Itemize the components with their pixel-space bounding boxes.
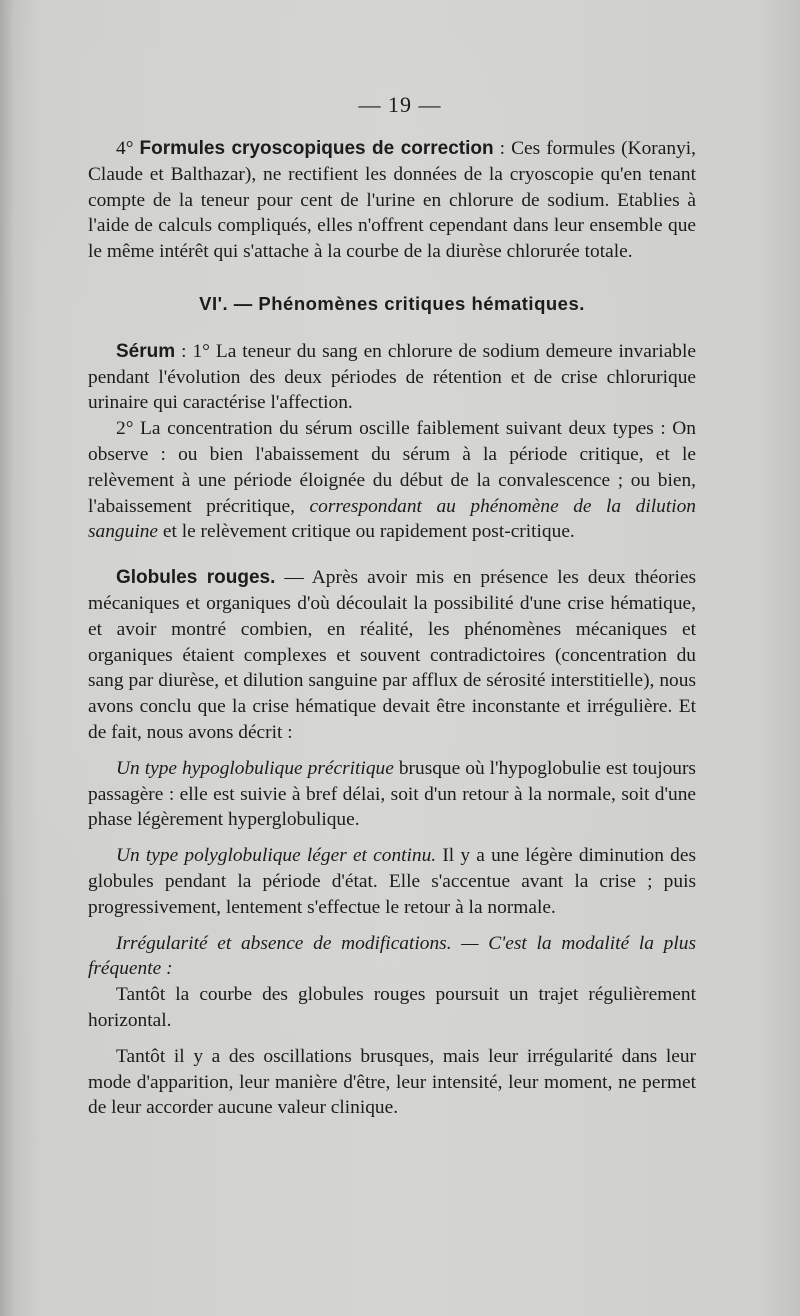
paragraph-type-hypo (88, 756, 696, 833)
type-hypo-text: brusque où l'hypoglobulie est toujours passagère : elle est suivie à bref délai, soit d'un retour à la normale, soit d'une phase légèrement hyperglobulique. (88, 757, 696, 831)
globules-heading: Globules rouges. (116, 567, 276, 589)
serum-text-2a: 2° La concentration du sérum oscille faiblement suivant deux types : On observe : ou bien l'abaissement du sérum à la période critique, et le relèvement à une période éloignée du début de la convalescence ; ou bien, l'abaissement précritique, (88, 418, 696, 517)
paragraph-heading: Formules cryoscopiques de correction (139, 138, 494, 159)
text-column (88, 136, 696, 1121)
type-poly-text: Il y a une légère diminution des globules pendant la période d'état. Elle s'accentue avant la crise ; puis progressivement, lentement s'effectue le retour à la normale. (88, 845, 696, 918)
paragraph-text: : Ces formules (Koranyi, Claude et Balthazar), ne rectifient les données de la cryoscopie qu'en tenant compte de la teneur pour cent de l'urine en chlorure de sodium. Etablies à l'aide de calculs compliqués, elles n'offrent cependant dans leur ensemble que le même intérêt qui s'attache à la courbe de la diurèse chlorurée totale. (88, 138, 696, 263)
paragraph-irregularite (88, 931, 696, 983)
page-number: — 19 — (358, 92, 442, 117)
paragraph-tantot-2: Tantôt il y a des oscillations brusques, mais leur irrégularité dans leur mode d'apparition, leur manière d'être, leur intensité, leur moment, ne permet de leur accorder aucune valeur clinique. (88, 1045, 696, 1119)
serum-text-1: : 1° La teneur du sang en chlorure de sodium demeure invariable pendant l'évolution des deux périodes de rétention et de crise chlorurique urinaire qui caractérise l'affection. (88, 340, 696, 414)
serum-italic: correspondant au phénomène de la dilution sanguine (88, 495, 696, 543)
paragraph-serum-2 (88, 416, 696, 545)
serum-heading: Sérum (116, 340, 176, 362)
type-poly-italic: Un type polyglobulique léger et continu. (116, 845, 437, 867)
serum-text-2b: et le relèvement critique ou rapidement post-critique. (158, 521, 575, 543)
irregularite-italic: Irrégularité et absence de modifications. — C'est la modalité la plus fréquente : (88, 932, 696, 980)
paragraph-globules (88, 565, 696, 746)
paragraph-tantot-1: Tantôt la courbe des globules rouges poursuit un trajet régulièrement horizontal. (88, 984, 696, 1031)
type-hypo-italic: Un type hypoglobulique précritique (116, 757, 394, 779)
section-title: VI'. — Phénomènes critiques hématiques. (199, 292, 585, 314)
paragraph-serum-1 (88, 339, 696, 416)
globules-text: — Après avoir mis en présence les deux théories mécaniques et organiques d'où découlait la possibilité d'une crise hématique, et avoir montré combien, en réalité, les phénomènes mécaniques et organiques étaient complexes et souvent contradictoires (concentration du sang par diurèse, et dilution sanguine par afflux de sérosité interstitielle), nous avons conclu que la crise hématique devait être inconstante et irrégulière. Et de fait, nous avons décrit : (88, 567, 696, 743)
paragraph-number: 4° (116, 138, 134, 159)
paragraph-type-poly (88, 843, 696, 920)
paragraph-formules (88, 136, 696, 265)
